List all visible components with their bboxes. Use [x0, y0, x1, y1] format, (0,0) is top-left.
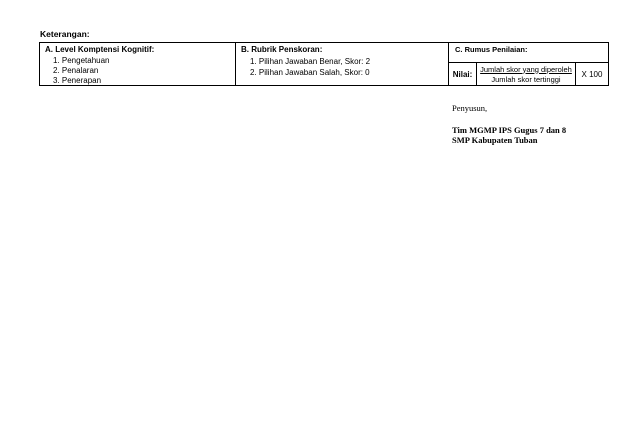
- scoring-rubric-item: 2. Pilihan Jawaban Salah, Skor: 0: [250, 68, 370, 77]
- assessment-formula-column: [449, 43, 608, 85]
- scoring-rubric-title: B. Rubrik Penskoran:: [241, 45, 323, 54]
- nilai-label: Nilai:: [449, 63, 477, 86]
- keterangan-table: [39, 42, 609, 86]
- keterangan-heading: Keterangan:: [40, 29, 90, 39]
- cognitive-level-title: A. Level Komptensi Kognitif:: [45, 45, 155, 54]
- formula-numerator: Jumlah skor yang diperoleh: [480, 64, 572, 74]
- author-team: [452, 125, 566, 145]
- formula-row: [449, 62, 608, 86]
- cognitive-level-item: 1. Pengetahuan: [53, 56, 110, 65]
- formula-multiplier: X 100: [581, 70, 603, 79]
- formula-denominator: Jumlah skor tertinggi: [491, 74, 561, 84]
- author-team-line: SMP Kabupaten Tuban: [452, 135, 538, 145]
- cognitive-level-item: 2. Penalaran: [53, 66, 99, 75]
- author-team-line: Tim MGMP IPS Gugus 7 dan 8: [452, 125, 567, 135]
- cognitive-level-column: [40, 43, 236, 85]
- scoring-rubric-item: 1. Pilihan Jawaban Benar, Skor: 2: [250, 57, 371, 66]
- cognitive-level-item: 3. Penerapan: [53, 76, 102, 85]
- formula-fraction: [477, 63, 576, 86]
- scoring-rubric-column: [236, 43, 449, 85]
- assessment-formula-title: C. Rumus Penilaian:: [455, 45, 528, 54]
- penyusun-label: Penyusun,: [452, 103, 488, 113]
